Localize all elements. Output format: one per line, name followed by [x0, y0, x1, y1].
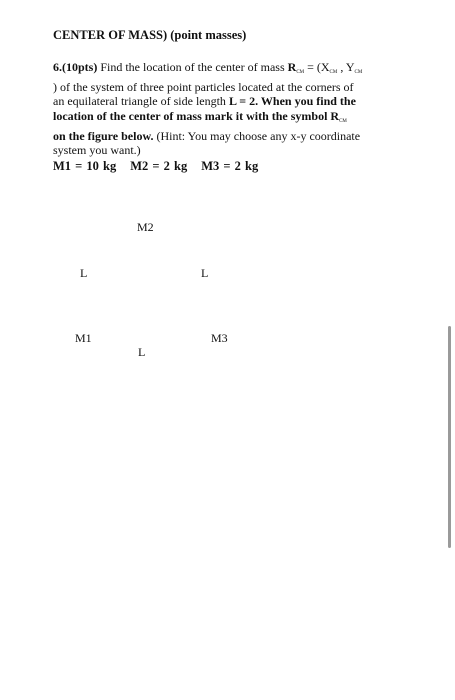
problem-text-5: (Hint: You may choose any x-y coordinate [153, 128, 361, 143]
mass-m2: M2 = 2 kg [130, 159, 188, 173]
problem-text-1: Find the location of the center of mass [97, 60, 288, 74]
problem-line-5 [53, 129, 413, 143]
figure-label-side-right: L [201, 266, 209, 280]
problem-text-4: location of the center of mass mark it with the symbol R [53, 108, 340, 123]
problem-line-3 [53, 94, 413, 108]
r-symbol: R [287, 60, 297, 74]
problem-line-4 [53, 109, 413, 129]
problem-line-6: system you want.) [53, 143, 141, 158]
figure-label-side-left: L [80, 266, 88, 280]
problem-number: 6.(10pts) [53, 60, 98, 74]
page-heading: CENTER OF MASS) (point masses) [53, 28, 247, 42]
x-subscript: CM [329, 70, 338, 75]
side-length: L = 2. [228, 94, 259, 109]
y-subscript: CM [354, 70, 363, 75]
vertical-scrollbar[interactable] [448, 326, 451, 548]
problem-text-3b: When you find the [258, 94, 356, 109]
problem-statement [53, 60, 413, 157]
r-cm-symbol [288, 60, 304, 74]
mass-values [53, 159, 272, 174]
mass-m1: M1 = 10 kg [53, 159, 117, 173]
problem-line-1 [53, 60, 413, 80]
figure-label-side-bottom: L [138, 345, 146, 359]
problem-text-5-bold: on the figure below. [53, 128, 154, 143]
mass-m3: M3 = 2 kg [201, 159, 259, 173]
r-subscript-2: CM [339, 118, 347, 124]
problem-line-2: ) of the system of three point particles located at the corners of [53, 80, 354, 95]
figure-label-m2: M2 [137, 220, 154, 234]
eq-open: = (X [304, 60, 330, 74]
r-subscript: CM [296, 70, 305, 75]
figure-label-m1: M1 [75, 331, 92, 345]
comma-y: , Y [337, 60, 355, 74]
problem-text-3a: an equilateral triangle of side length [53, 94, 229, 109]
figure-label-m3: M3 [211, 331, 228, 345]
